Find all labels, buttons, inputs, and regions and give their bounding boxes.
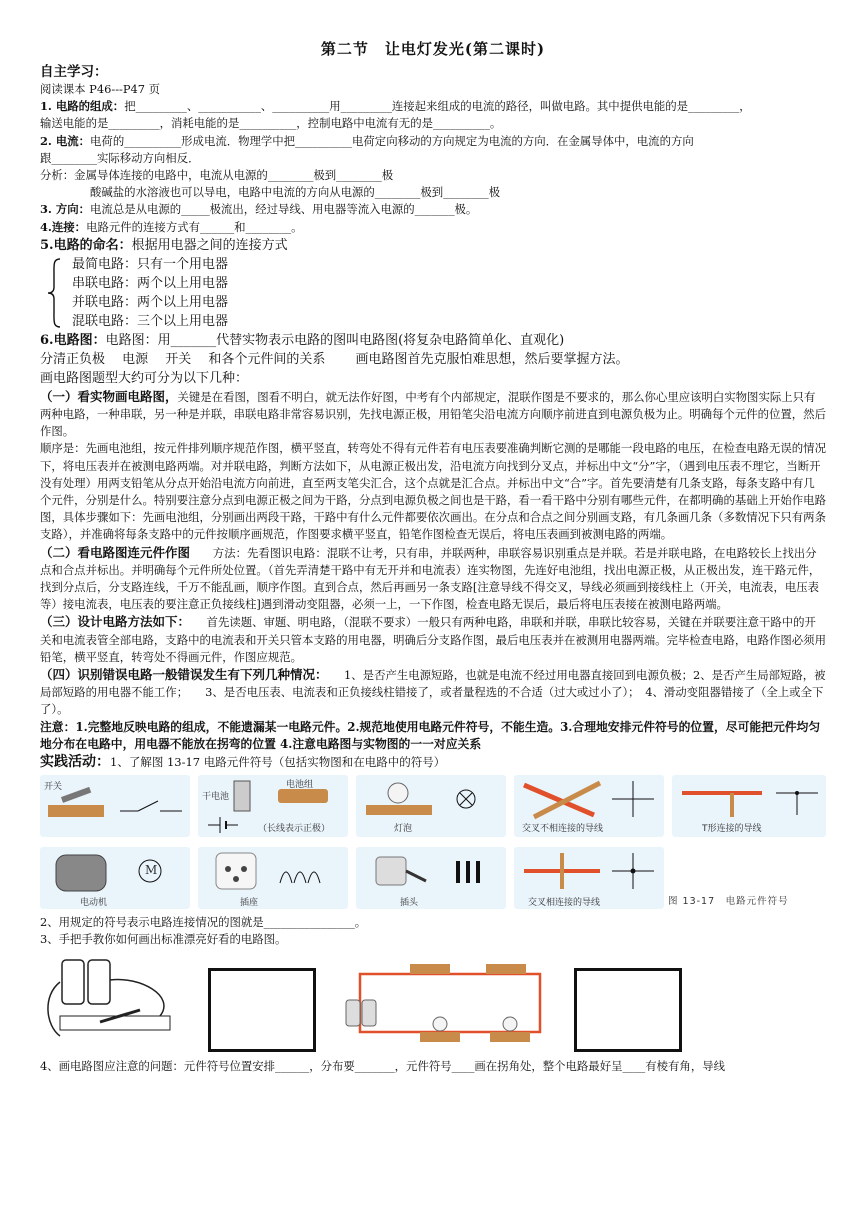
q3-label: 3. 方向： [40,202,91,217]
section-3-text: 首先读题、审题、明电路，（混联不要求）一般只有两种电路，串联和并联，串联比较容易，关键在并联要注意干路中的开关和电流表管全部电路，支路中的电流表和开关只管本支路的用电器，明确后分支路作图，最后电压表并在被测用电器两端。完毕检查电路，电路作图必须用铅笔，横平竖直，转弯处不得画元件，作图应规范。 [40,615,826,664]
q6-line-2: 分清正负极 电源 开关 和各个元件间的关系 画电路图首先克服怕难思想，然后要掌握方法。 [40,351,629,367]
section-2-text: 方法：先看图识电路：混联不让考，只有串，并联两种，串联容易识别重点是并联。若是并联电路，在电路较长上找出分点和合点并标出。并明确每个元件所处位置。（首先弄清楚干路中有无开并和电流表）连实物图，先连好电池组，找出电源正极，从正极出发，连干路元件，找到分点后，分支路连线，千万不能乱画，顺序作图。直到合点，然后再画另一条支路[注意导线不得交叉，导线必须画到接线柱上（开关，电流表，电压表等）接电流表，电压表的要注意正负接线柱]遇到滑动变阻器，必须一上，一下作图，检查电路无误后，最后将电压表接在被测电路两端。 [40,545,821,612]
q2-paragraph [40,133,826,150]
q5-text: 根据用电器之间的连接方式 [131,237,288,253]
analysis-line-2: 酸碱盐的水溶液也可以导电，电路中电流的方向从电源的________极到________极 [90,185,501,200]
q5-paragraph [40,236,826,255]
socket-icon [198,847,348,909]
worksheet-page [40,38,826,1075]
section-1-text: 关键是在看图，图看不明白，就无法作好图，中考有个内部规定，混联作图是不要求的，那么你心里应该明白实物图实际上只有两种电路，一种串联，另一种是并联，串联电路非常容易识别，先找电源正极，用铅笔尖沿电流方向顺序前进直到电源负极为止。明确每个元件的位置，然后作图。 [40,389,826,439]
q3-text: 电流总是从电源的_____极流出，经过导线、用电器等流入电源的_______极。 [90,202,478,217]
switch-cell [40,775,190,837]
q2-label: 2. 电流： [40,133,91,148]
q6-label: 6.电路图： [40,332,106,348]
q2-text: 电荷的__________形成电流．物理学中把__________电荷定向移动的方向规定为电流的方向．在金属导体中，电流的方向 [90,133,694,148]
figure-13-17 [40,775,826,920]
battery-cell [198,775,348,837]
section-4-heading: （四）识别错误电路一般错误发生有下列几种情况： [40,667,322,683]
practice-item-2: 2、用规定的符号表示电路连接情况的图就是________________。 [40,914,367,929]
blank-drawing-box-1[interactable] [208,968,316,1052]
section-2-heading: （二）看电路图连元件作图 [40,544,191,560]
q1-text: 把_________、___________、__________用_________连接起来组成的电流的路径，叫做电路。其中提供电能的是_________， [124,99,751,114]
practice-item-3: 3、手把手教你如何画出标准漂亮好看的电路图。 [40,931,287,946]
t-wire-cell [672,775,826,837]
figure-caption: 图 13-17 电路元件符号 [668,895,789,907]
circuit-types-list [40,255,826,331]
bulb-icon [356,775,506,837]
circuit-type-series: 串联电路：两个以上用电器 [72,275,229,291]
motor-cell [40,847,190,909]
label-socket: 插座 [240,897,259,908]
label-battery-pack: 电池组 [286,779,314,790]
q6-text: 电路图：用_______代替实物表示电路的图叫电路图(将复杂电路简单化、直观化) [105,332,565,348]
section-1-text-2: 顺序是：先画电池组，按元件排列顺序规范作图，横平竖直，转弯处不得有元件若有电压表要准确判断它测的是哪能一段电路的电压，在检查电路无误的情况下，将电压表并在被测电路两端。对并联电路，判断方法如下，从电源正极出发，沿电流方向找到分叉点，并标出中文“分”字，（遇到电压表不理它，当断开没有处理）用两支铅笔从分点开始沿电流方向前进，直至两支笔尖汇合，这个点就是汇合点。并标出中文“合”字。首先要清楚有几条支路，每条支路中有几个元件，分别是什么。特别要注意分点到电源正极之间为干路，分点到电源负极之间也是干路，看一看干路中分别有哪些元件，在都明确的基础上开始作电路图，具体步骤如下：先画电池组，分别画出两段干路，干路中有什么元件都要依次画出。在分点和合点之间分别画支路，有几条画几条（多数情况下只有两条支路），并准确将每条支路中的元件按顺序画规范，作图要求横平竖直，铅笔作图检查无误后，将电压表画到被测电路的两端。 [40,441,826,542]
curly-brace-icon [46,257,62,329]
socket-cell [198,847,348,909]
crossing-wire-cell [514,775,664,837]
label-plug: 插头 [400,897,419,908]
switch-icon [40,775,190,837]
section-1 [40,388,826,441]
analysis-line-1: 分析：金属导体连接的电路中，电流从电源的________极到________极 [40,168,394,183]
practice-heading: 实践活动： [40,753,110,770]
note-paragraph: 注意：1.完整地反映电路的组成，不能遗漏某一电路元件。2.规范地使用电路元件符号，不能生造。3.合理地安排元件符号的位置，尽可能把元件均匀地分布在电路中，用电器不能放在拐弯的位置 4.注意电路图与实物图的一一对应关系 [40,719,821,751]
practice-item-4: 4、画电路图应注意的问题：元件符号位置安排______，分布要_______，元件符号____画在拐角处，整个电路最好呈____有棱有角，导线 [40,1059,725,1074]
reading-assignment: 阅读课本 P46---P47 页 [40,82,161,96]
q1-text-2: 输送电能的是_________，消耗电能的是__________，控制电路中电流有无的是__________。 [40,116,502,131]
q1-paragraph [40,98,826,115]
label-cross-unconnected: 交叉不相连接的导线 [522,823,604,834]
q3-paragraph [40,201,826,218]
section-2 [40,544,826,614]
q4-paragraph [40,219,826,236]
label-long-positive: （长线表示正极） [258,823,331,834]
label-motor: 电动机 [80,897,108,908]
circuit-type-simple: 最简电路：只有一个用电器 [72,256,229,272]
self-study-heading: 自主学习： [40,64,108,80]
q6-line-3: 画电路图题型大约可分为以下几种： [40,370,249,386]
circuit-type-parallel: 并联电路：两个以上用电器 [72,294,229,310]
label-switch: 开关 [44,781,63,792]
connected-cross-cell [514,847,664,909]
plug-cell [356,847,506,909]
label-cross-connected: 交叉相连接的导线 [528,897,601,908]
bulb-cell [356,775,506,837]
q6-paragraph [40,331,826,350]
battery-switch-drawing-icon [40,956,180,1052]
practice-item-1: 1、了解图 13-17 电路元件符号（包括实物图和在电路中的符号） [110,754,446,769]
motor-symbol: M [145,862,158,877]
circuit-drawing-row [40,952,826,1052]
circuit-type-mixed: 混联电路：三个以上用电器 [72,313,229,329]
page-title: 第二节 让电灯发光(第二课时) [320,40,546,58]
label-t-connected: T形连接的导线 [702,823,762,834]
plug-icon [356,847,506,909]
label-bulb: 灯泡 [394,823,413,834]
q5-label: 5.电路的命名： [40,237,132,253]
parallel-circuit-drawing-icon [340,952,550,1052]
section-4-text: 1、是否产生电源短路，也就是电流不经过用电器直接回到电源负极；2、是否产生局部短路，被局部短路的用电器不能工作； 3、是否电压表、电流表和正负接线柱错接了，或者量程选的不合适（过大或过小了）； 4、滑动变阻器错接了（全上或全下了）。 [40,668,826,717]
section-3 [40,613,826,666]
q1-label: 1. 电路的组成： [40,99,125,114]
q2-text-2: 跟________实际移动方向相反． [40,150,200,165]
q4-text: 电路元件的连接方式有______和________。 [86,219,303,234]
q4-label: 4.连接： [40,219,87,234]
blank-drawing-box-2[interactable] [574,968,682,1052]
label-battery: 干电池 [202,791,230,802]
motor-icon [40,847,190,909]
section-1-heading: （一）看实物画电路图， [40,388,178,404]
section-3-heading: （三）设计电路方法如下： [40,614,184,630]
section-4 [40,666,826,719]
practice-line-1 [40,753,826,772]
